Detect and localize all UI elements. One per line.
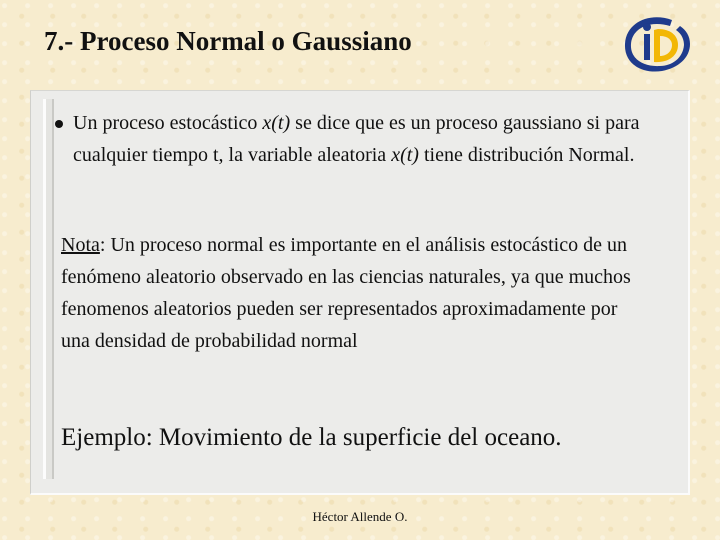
note-text: : Un proceso normal es importante en el análisis estocástico de un fenómeno aleatorio observado en las ciencias naturales, ya que muchos fenomenos aleatorios pueden ser representados aproximadamente por una densidad de probabilidad normal (61, 234, 631, 352)
bullet-text (57, 107, 647, 171)
note-paragraph (61, 229, 641, 357)
note-label: Nota (61, 234, 100, 256)
footer-author: Héctor Allende O. (312, 509, 408, 524)
slide-title: 7.- Proceso Normal o Gaussiano (44, 26, 412, 56)
panel-left-bar (43, 99, 54, 479)
example-text: Ejemplo: Movimiento de la superficie del oceano. (61, 424, 562, 451)
bullet-text-mid: se dice que es un proceso gaussiano si para cualquier tiempo t, la variable aleatoria (73, 112, 640, 166)
bullet-point (57, 107, 647, 171)
bullet-text-post: tiene distribución Normal. (418, 144, 635, 166)
bullet-dot-icon (55, 120, 63, 128)
variable-xt: x(t) (391, 144, 419, 166)
logo-id-icon (620, 14, 694, 76)
bullet-text-pre: Un proceso estocástico (73, 112, 263, 134)
variable-xt: x(t) (262, 112, 291, 134)
